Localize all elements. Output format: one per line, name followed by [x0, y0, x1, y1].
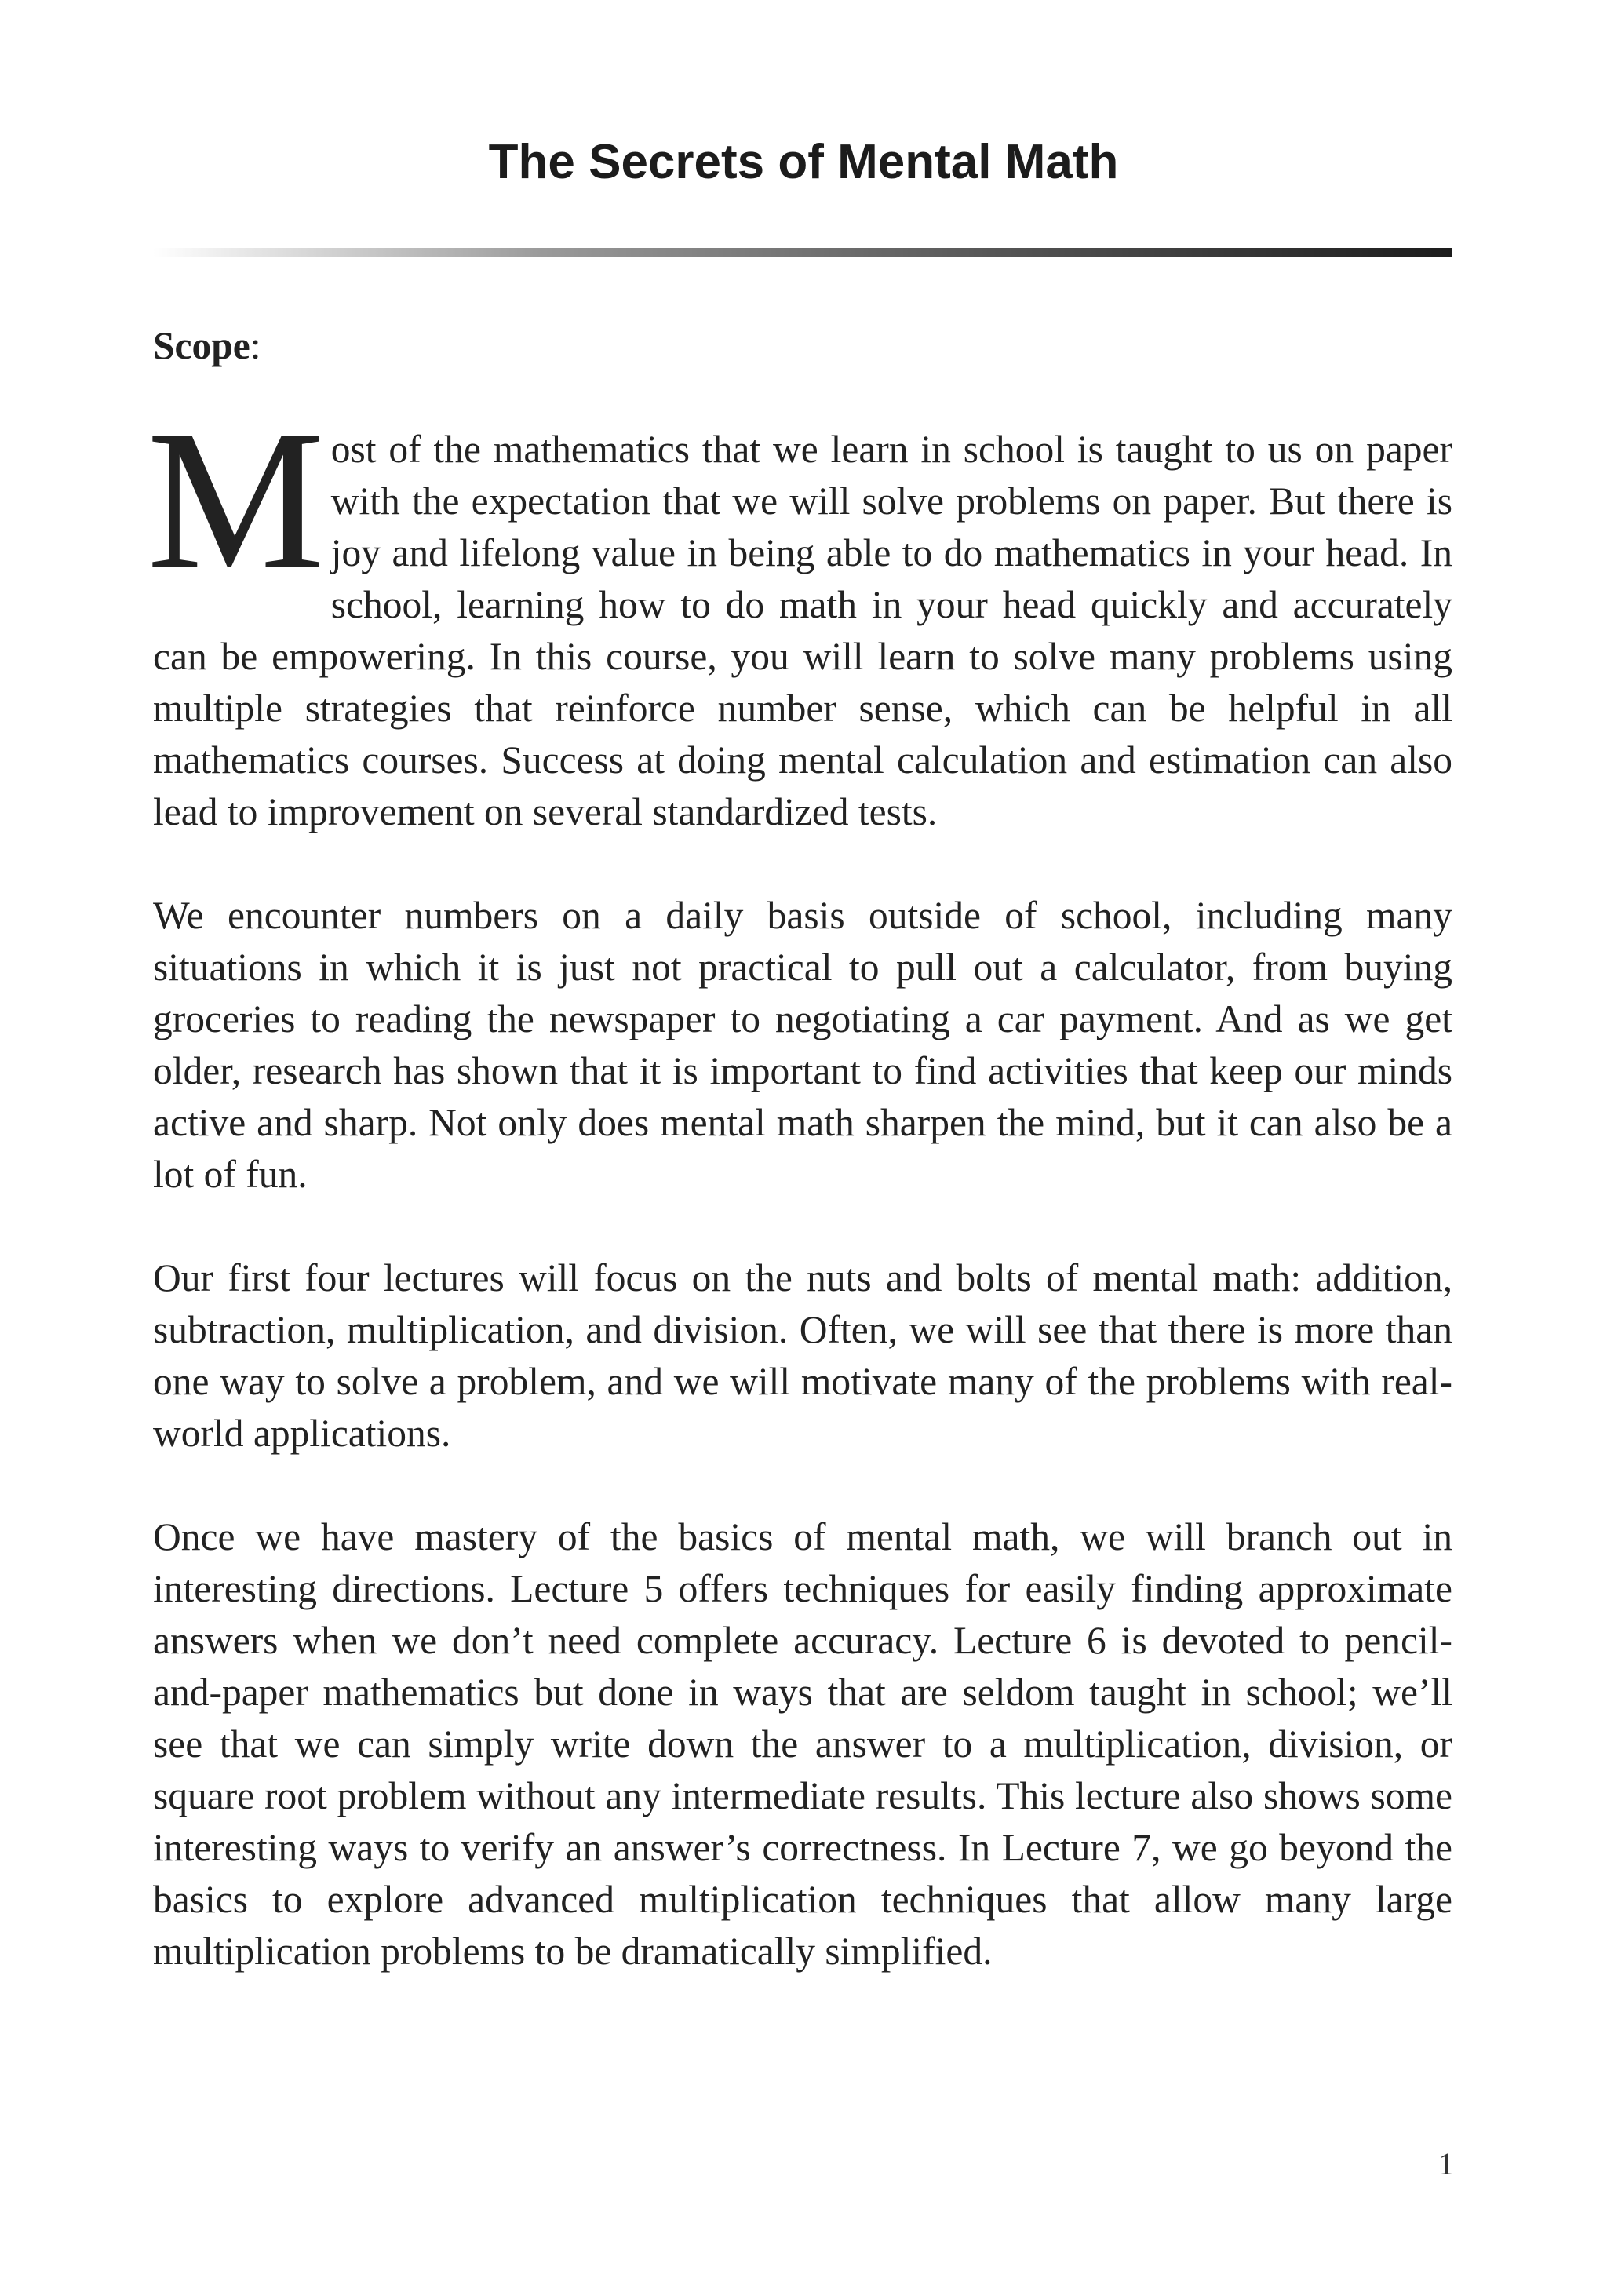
paragraph-1-text: ost of the mathematics that we learn in school is taught to us on paper with the expectation that we will solve problems on paper. But there is joy and lifelong value in being able to do mathematics in your head. In school, learning how to do math in your head quickly and accurately can be empowering. In this course, you will learn to solve many problems using multiple strategies that reinforce number sense, which can be helpful in all mathematics courses. Success at doing mental calculation and estimation can also lead to improvement on several standardized tests.: [153, 428, 1452, 833]
paragraph-4: Once we have mastery of the basics of mental math, we will branch out in interesting directions. Lecture 5 offers techniques for easily finding approximate answers when we don’t need complete accuracy. Lecture 6 is devoted to pencil-and-paper mathematics but done in ways that are seldom taught in school; we’ll see that we can simply write down the answer to a multiplication, division, or square root problem without any intermediate results. This lecture also shows some interesting ways to verify an answer’s correctness. In Lecture 7, we go beyond the basics to explore advanced multiplication techniques that allow many large multiplication problems to be dramatically simplified.: [153, 1515, 1452, 1973]
scope-colon: :: [250, 324, 261, 367]
document-body: [147, 320, 1452, 2029]
paragraph-2: We encounter numbers on a daily basis outside of school, including many situations in which it is just not practical to pull out a calculator, from buying groceries to reading the newspaper to negotiating a car payment. And as we get older, research has shown that it is important to find activities that keep our minds active and sharp. Not only does mental math sharpen the mind, but it can also be a lot of fun.: [153, 894, 1452, 1196]
title-rule: [153, 248, 1452, 257]
page-number: 1: [1438, 2146, 1454, 2181]
scope-label: Scope: [153, 324, 250, 367]
scope-heading: [153, 320, 1452, 372]
page-title: The Secrets of Mental Math: [488, 135, 1119, 189]
drop-cap: M: [147, 390, 325, 611]
paragraph-1: [147, 390, 1452, 838]
paragraph-3: Our first four lectures will focus on the nuts and bolts of mental math: addition, subtraction, multiplication, and division. Often, we will see that there is more than one way to solve a problem, and we will motivate many of the problems with real-world applications.: [153, 1256, 1452, 1455]
